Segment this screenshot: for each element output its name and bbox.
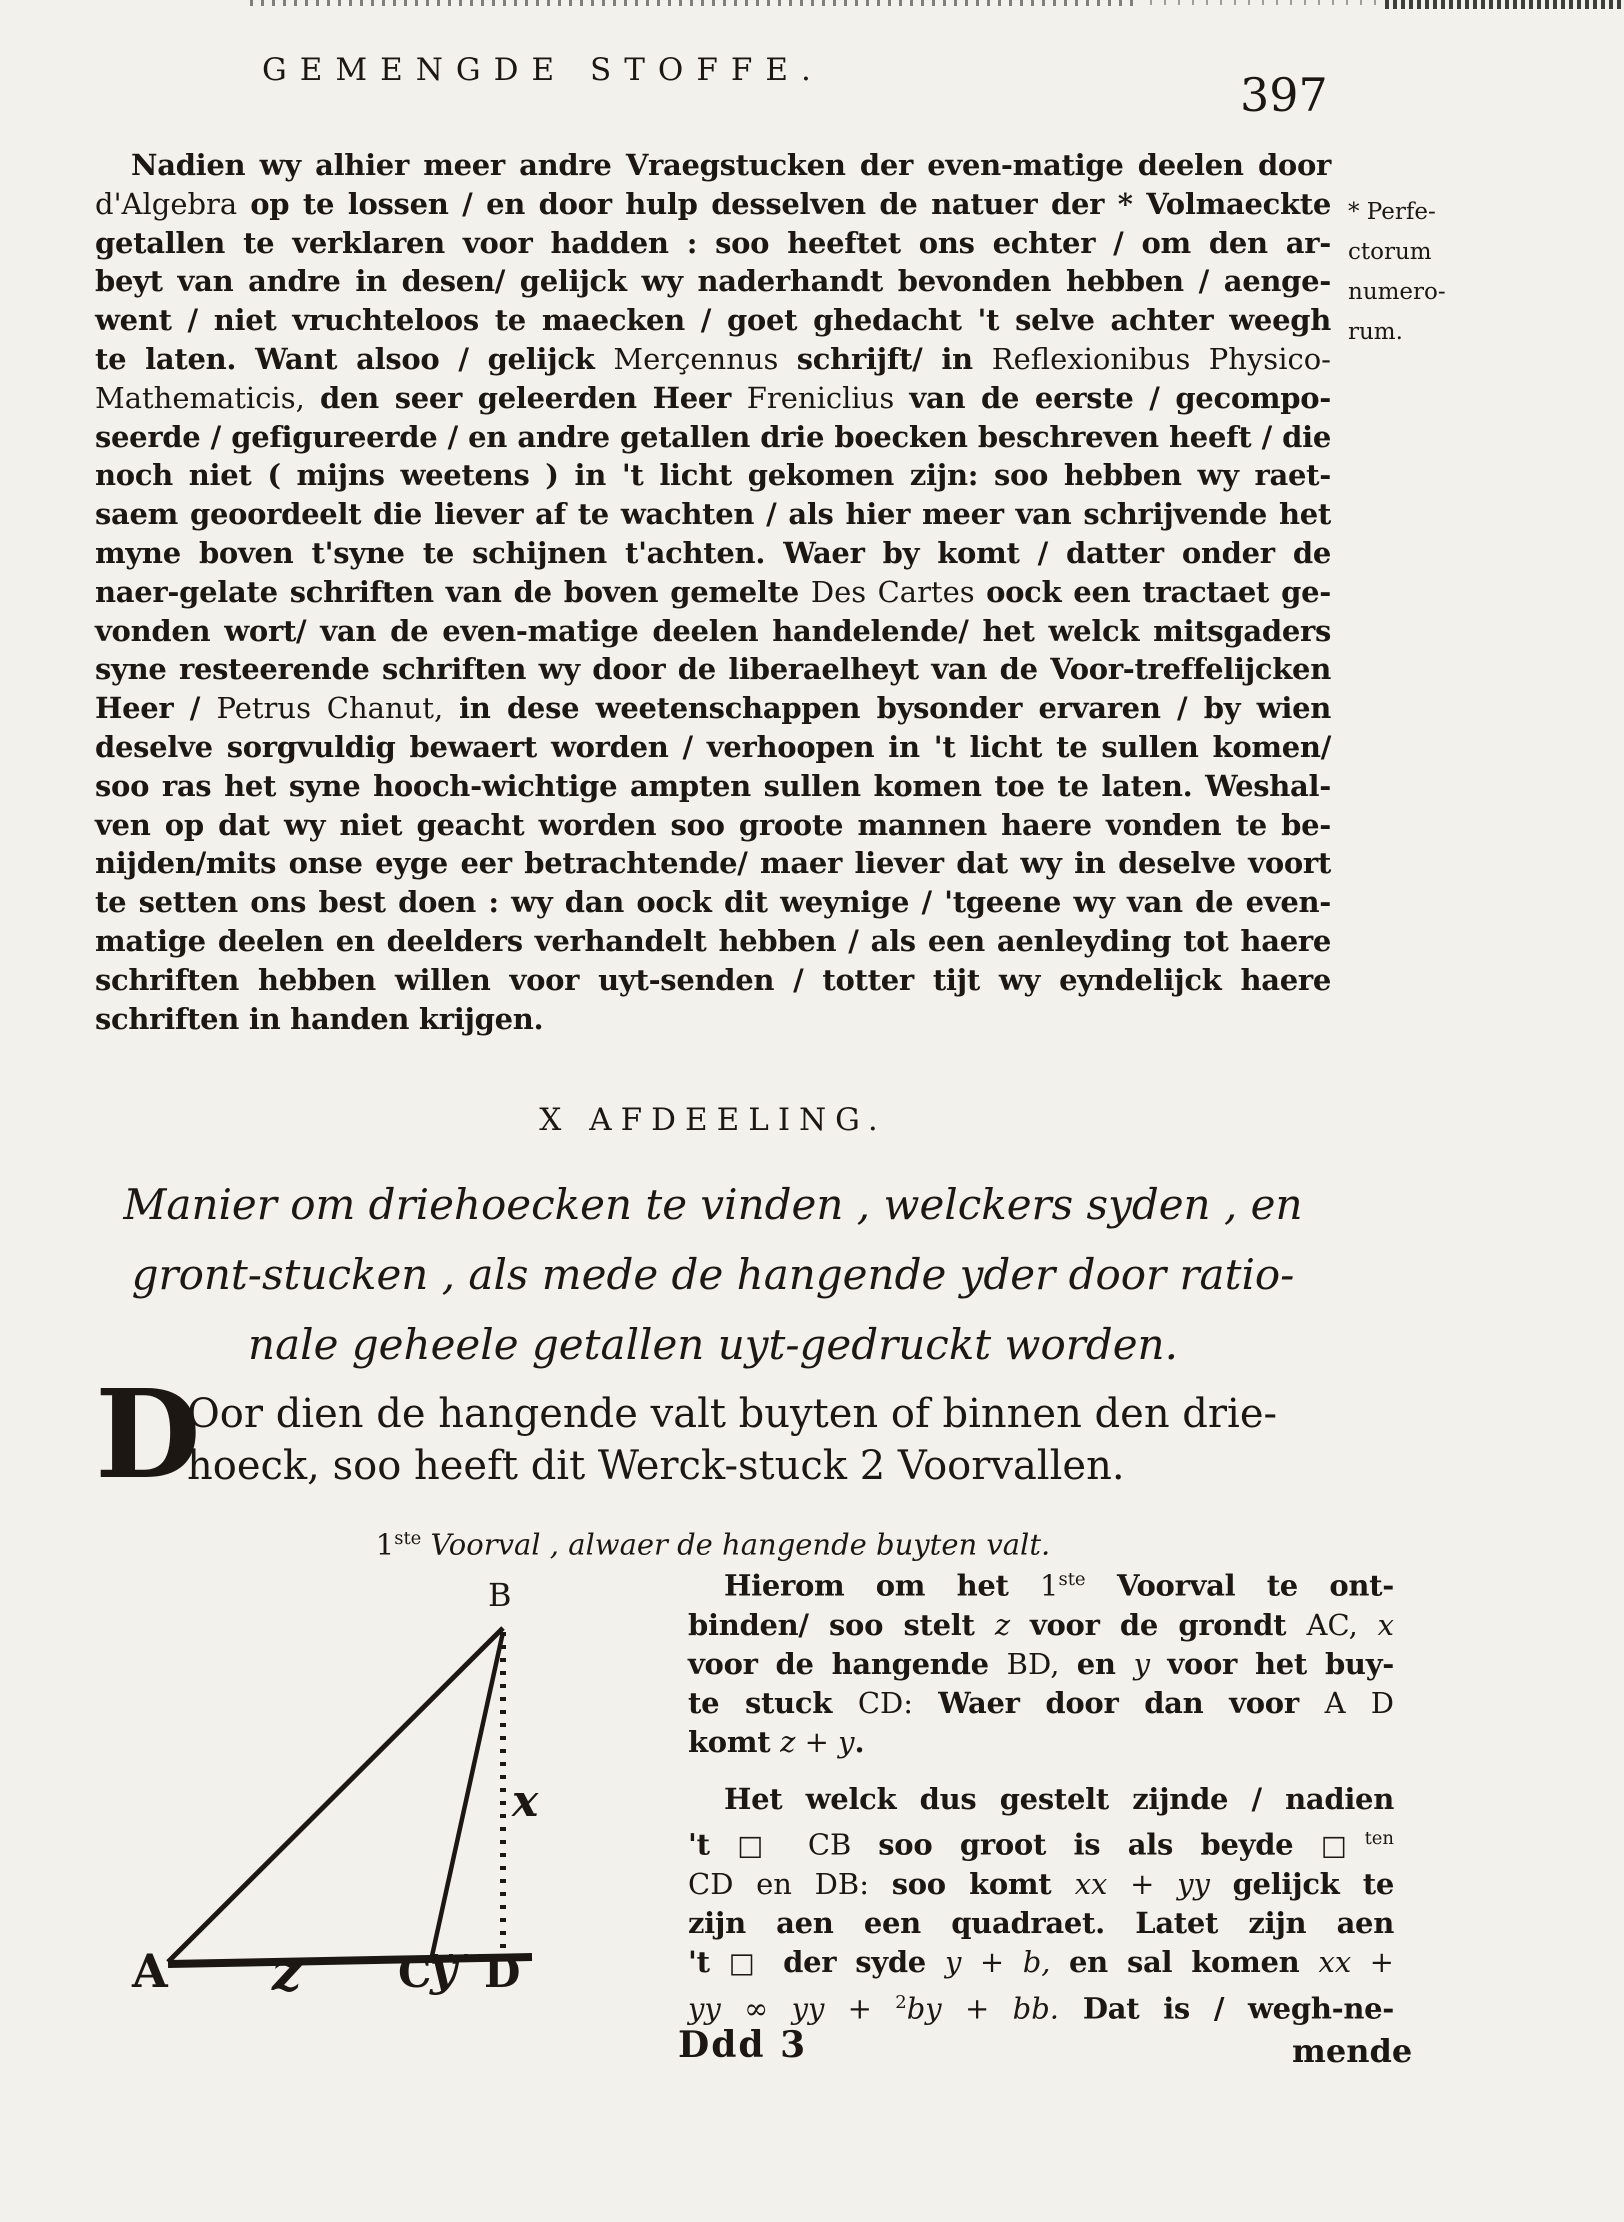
scan-artifact-top — [1385, 0, 1624, 9]
main-paragraph — [95, 146, 1331, 1038]
right-column — [688, 1560, 1394, 2029]
text-line — [95, 806, 1331, 845]
text-line — [95, 146, 1331, 185]
text-line — [95, 922, 1331, 961]
text-segment: zijn aen een quadraet. Latet zijn aen — [688, 1906, 1394, 1941]
triangle-drawing — [100, 1570, 660, 2030]
text-segment: ste — [1058, 1569, 1086, 1590]
text-segment: 't — [688, 1945, 729, 1980]
text-segment: myne boven t'syne te schijnen t'achten. Waer by komt / datter onder de — [95, 535, 1331, 570]
text-segment: saem geoordeelt die liever af te wachten / als hier meer van schrijvende het — [95, 497, 1331, 532]
text-segment: seerde / gefigureerde / en andre getallen drie boecken beschreven heeft / die — [95, 419, 1331, 454]
text-segment: Voorval , alwaer de hangende buyten valt. — [421, 1527, 1051, 1562]
text-segment: van de eerste / gecompo- — [909, 380, 1332, 415]
text-line — [688, 1684, 1394, 1723]
text-line — [95, 418, 1331, 457]
page-number: 397 — [1240, 68, 1328, 122]
margin-note-line: * Perfe- — [1348, 199, 1436, 225]
section-heading: X AFDEELING. — [539, 1102, 887, 1138]
text-segment: . — [854, 1724, 865, 1759]
text-segment: + — [961, 1945, 1023, 1980]
text-line — [95, 689, 1331, 728]
text-segment: Hierom om het — [724, 1568, 1041, 1603]
scan-artifact-top — [250, 0, 1140, 6]
text-segment: b, — [1022, 1945, 1069, 1980]
text-line — [688, 1943, 1394, 1983]
text-segment: en — [1076, 1646, 1134, 1681]
text-line — [95, 340, 1331, 379]
text-line — [95, 379, 1331, 418]
text-line — [95, 1520, 1331, 1564]
text-segment: voor de hangende — [688, 1646, 1007, 1681]
text-line — [95, 883, 1331, 922]
text-line — [688, 1865, 1394, 1904]
text-segment: naer-gelate schriften van de boven gemelte — [95, 574, 811, 609]
margin-note-line: numero- — [1348, 279, 1446, 305]
text-segment: □ — [737, 1829, 781, 1862]
text-segment: yy — [791, 1991, 825, 2026]
margin-note-line: ctorum — [1348, 239, 1432, 265]
text-segment: ste — [394, 1528, 422, 1549]
text-segment: ∞ — [720, 1991, 792, 2026]
intro-line: hoeck, soo heeft dit Werck-stuck 2 Voorvallen. — [187, 1443, 1125, 1489]
text-segment: d'Algebra — [95, 186, 251, 221]
text-segment: □ — [1320, 1829, 1365, 1862]
text-segment: y — [1133, 1646, 1168, 1681]
text-segment: gelijck te — [1232, 1867, 1394, 1902]
text-line — [95, 612, 1331, 651]
text-segment: Petrus Chanut, — [216, 691, 460, 726]
case-heading — [95, 1520, 1331, 1564]
text-line — [95, 262, 1331, 301]
text-line — [95, 1000, 1331, 1039]
text-line — [688, 1904, 1394, 1943]
vertex-label-d: D — [484, 1948, 521, 1997]
text-line — [688, 1645, 1394, 1684]
text-segment: Reflexionibus Physico- — [991, 341, 1331, 376]
side-label-z: z — [272, 1942, 302, 2003]
text-line — [688, 1560, 1394, 1606]
text-segment: AC, — [1306, 1607, 1378, 1642]
text-segment: Dat is / wegh-ne- — [1058, 1991, 1395, 2026]
text-segment: Heer / — [95, 691, 217, 726]
text-segment: yy — [688, 1991, 721, 2026]
text-line — [688, 1606, 1394, 1645]
text-segment: A D — [1324, 1685, 1394, 1720]
text-segment: CD: — [857, 1685, 939, 1720]
text-line — [95, 495, 1331, 534]
text-segment: CB — [780, 1827, 879, 1862]
text-segment: 't — [688, 1827, 738, 1862]
text-line — [688, 1780, 1394, 1819]
text-line — [95, 224, 1331, 263]
text-line — [95, 844, 1331, 883]
text-segment: went / niet vruchteloos te maecken / goet ghedacht 't selve achter weegh — [95, 303, 1331, 338]
text-segment: y — [838, 1724, 855, 1759]
drop-cap: D — [95, 1362, 201, 1506]
text-segment: BD, — [1006, 1646, 1077, 1681]
text-segment: en sal komen — [1068, 1945, 1319, 1980]
text-segment: ten — [1364, 1827, 1394, 1849]
side-label-x: x — [512, 1776, 539, 1827]
text-segment: schrijft/ in — [796, 341, 992, 376]
text-segment: 1 — [1040, 1568, 1059, 1603]
text-line — [95, 961, 1331, 1000]
text-segment: + — [941, 1991, 1013, 2026]
text-line — [95, 767, 1331, 806]
column-paragraph-2 — [688, 1780, 1394, 2029]
text-segment: der syde — [764, 1945, 946, 1980]
text-segment: te laten. Want alsoo / gelijck — [95, 341, 614, 376]
text-segment: + — [1107, 1867, 1178, 1902]
text-segment: Het welck dus gestelt zijnde / nadien — [724, 1781, 1394, 1816]
text-segment: y — [945, 1945, 962, 1980]
side-label-y: y — [430, 1942, 457, 1996]
text-segment: Des Cartes — [810, 574, 987, 609]
text-segment: + — [1351, 1945, 1394, 1980]
text-segment: voor de grondt — [1029, 1607, 1307, 1642]
quire-signature: Ddd 3 — [678, 2024, 808, 2066]
text-segment: z — [994, 1607, 1030, 1642]
text-line — [688, 1983, 1394, 2029]
text-segment: binden/ soo stelt — [688, 1607, 995, 1642]
text-segment: 1 — [375, 1527, 395, 1562]
column-paragraph-1 — [688, 1560, 1394, 1762]
intro-paragraph — [95, 1362, 1331, 1506]
text-segment: syne resteerende schriften wy door de liberaelheyt van de Voor-treffelijcken — [95, 652, 1331, 687]
margin-note — [1348, 192, 1498, 352]
text-segment: + — [824, 1991, 896, 2026]
running-head: GEMENGDE STOFFE. — [262, 52, 824, 88]
vertex-label-b: B — [488, 1576, 512, 1614]
section-title-line: Manier om driehoecken te vinden , welckers syden , en — [123, 1180, 1303, 1229]
intro-line: Oor dien de hangende valt buyten of binnen den drie- — [187, 1391, 1277, 1437]
section-title-line: gront-stucken , als mede de hangende yder door ratio- — [131, 1250, 1295, 1299]
text-segment: schriften in handen krijgen. — [95, 1001, 544, 1036]
text-segment: op te lossen / en door hulp desselven de natuer der * Volmaeckte — [250, 186, 1331, 221]
text-segment: voor het buy- — [1167, 1646, 1394, 1681]
text-segment: in dese weetenschappen bysonder ervaren / by wien — [459, 691, 1332, 726]
text-segment: x — [1377, 1607, 1394, 1642]
text-segment: □ — [728, 1947, 765, 1980]
text-segment: by — [906, 1991, 942, 2026]
text-segment: getallen te verklaren voor hadden : soo heeftet ons echter / om den ar- — [95, 225, 1331, 260]
text-line — [688, 1723, 1394, 1762]
text-segment: ven op dat wy niet geacht worden soo groote mannen haere vonden te be- — [95, 807, 1331, 842]
text-segment: Voorval te ont- — [1085, 1568, 1394, 1603]
text-line — [95, 456, 1331, 495]
catchword: mende — [1292, 2032, 1413, 2070]
section-title-line: nale geheele getallen uyt-gedruckt worden. — [248, 1320, 1178, 1369]
text-segment: den seer geleerden Heer — [320, 380, 747, 415]
text-segment: bb. — [1012, 1991, 1059, 2026]
text-segment: z — [780, 1724, 796, 1759]
text-segment: soo groot is als beyde — [878, 1827, 1321, 1862]
triangle-figure — [100, 1570, 660, 2030]
text-segment: soo komt — [891, 1867, 1075, 1902]
text-segment: CD en DB: — [688, 1867, 892, 1902]
text-segment: soo ras het syne hooch-wichtige ampten sullen komen toe te laten. Weshal- — [95, 768, 1331, 803]
text-segment: komt — [688, 1724, 781, 1759]
text-segment: noch niet ( mijns weetens ) in 't licht gekomen zijn: soo hebben wy raet- — [95, 458, 1331, 493]
text-line — [95, 573, 1331, 612]
text-segment: nijden/mits onse eyge eer betrachtende/ maer liever dat wy in deselve voort — [95, 846, 1331, 881]
text-segment: Mathematicis, — [95, 380, 321, 415]
text-line — [95, 185, 1331, 224]
text-segment: 2 — [895, 1992, 907, 2014]
text-line — [95, 728, 1331, 767]
margin-note-line: rum. — [1348, 319, 1403, 345]
text-segment: schriften hebben willen voor uyt-senden / totter tijt wy eyndelijck haere — [95, 962, 1331, 997]
text-segment: yy — [1177, 1867, 1233, 1902]
vertex-label-a: A — [132, 1944, 168, 1998]
paragraph-gap — [688, 1762, 1394, 1780]
text-segment: te setten ons best doen : wy dan oock dit weynige / 'tgeene wy van de even- — [95, 885, 1331, 920]
text-segment: xx — [1074, 1867, 1108, 1902]
text-line — [95, 301, 1331, 340]
text-line — [95, 650, 1331, 689]
text-segment: + — [795, 1724, 839, 1759]
section-title — [95, 1170, 1331, 1380]
text-segment: Freniclius — [746, 380, 910, 415]
text-segment: beyt van andre in desen/ gelijck wy naderhandt bevonden hebben / aenge- — [95, 264, 1331, 299]
text-segment: te stuck — [688, 1685, 858, 1720]
text-line — [95, 534, 1331, 573]
vertex-label-c: C — [398, 1948, 432, 1997]
text-segment: Waer door dan voor — [938, 1685, 1325, 1720]
text-segment: oock een tractaet ge- — [986, 574, 1331, 609]
text-segment: Nadien wy alhier meer andre Vraegstucken der even-matige deelen door — [131, 148, 1331, 182]
text-line — [688, 1819, 1394, 1866]
text-segment: Merçennus — [613, 341, 797, 376]
text-segment: matige deelen en deelders verhandelt hebben / als een aenleyding tot haere — [95, 923, 1331, 958]
text-segment: xx — [1318, 1945, 1352, 1980]
scan-artifact-top — [1150, 0, 1380, 5]
text-segment: vonden wort/ van de even-matige deelen handelende/ het welck mitsgaders — [95, 613, 1331, 648]
text-segment: deselve sorgvuldig bewaert worden / verhoopen in 't licht te sullen komen/ — [95, 729, 1331, 764]
